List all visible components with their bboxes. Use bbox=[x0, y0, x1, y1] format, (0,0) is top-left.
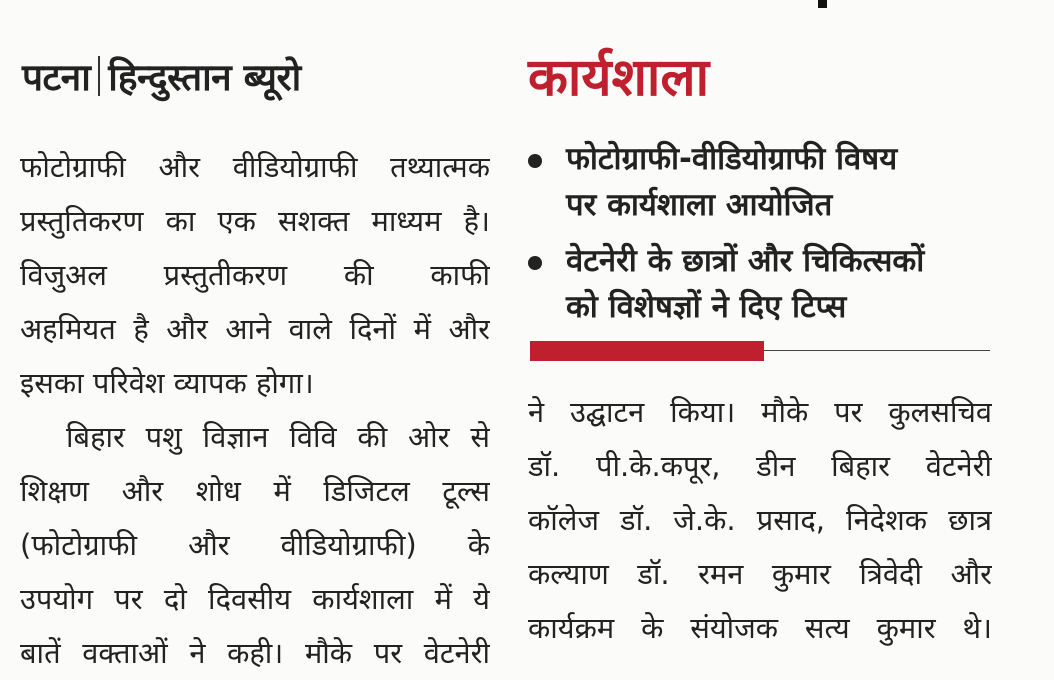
body-line: (फोटोग्राफी और वीडियोग्राफी) के bbox=[20, 528, 490, 562]
highlights-list bbox=[528, 136, 998, 340]
highlight-line: पर कार्यशाला आयोजित bbox=[566, 187, 833, 223]
dateline-bureau: हिन्दुस्तान ब्यूरो bbox=[108, 56, 301, 99]
body-line: ने उद्घाटन किया। मौके पर कुलसचिव bbox=[528, 395, 992, 429]
body-line: इसका परिवेश व्यापक होगा। bbox=[20, 366, 314, 400]
article-left-column bbox=[20, 140, 490, 680]
body-line: बिहार पशु विज्ञान विवि की ओर से bbox=[66, 420, 490, 454]
body-line: विजुअल प्रस्तुतीकरण की काफी bbox=[20, 258, 490, 292]
body-line: कार्यक्रम के संयोजक सत्य कुमार थे। bbox=[528, 611, 992, 645]
body-line: अहमियत है और आने वाले दिनों में और bbox=[20, 312, 490, 346]
bullet-dot-icon bbox=[528, 256, 542, 270]
dateline bbox=[22, 50, 301, 101]
body-line: कल्याण डॉ. रमन कुमार त्रिवेदी और bbox=[528, 557, 992, 591]
bullet-dot-icon bbox=[528, 154, 542, 168]
body-line: कॉलेज डॉ. जे.के. प्रसाद, निदेशक छात्र bbox=[528, 503, 992, 537]
highlight-item bbox=[528, 136, 998, 228]
highlight-line: को विशेषज्ञों ने दिए टिप्स bbox=[566, 289, 847, 325]
body-line: डॉ. पी.के.कपूर, डीन बिहार वेटनेरी bbox=[528, 449, 992, 483]
top-rule-fragment bbox=[818, 0, 827, 8]
article-right-column bbox=[528, 385, 992, 655]
body-line: फोटोग्राफी और वीडियोग्राफी तथ्यात्मक bbox=[20, 150, 490, 184]
highlight-line: वेटनेरी के छात्रों और चिकित्सकों bbox=[566, 243, 925, 279]
body-line: उपयोग पर दो दिवसीय कार्यशाला में ये bbox=[20, 582, 490, 616]
dateline-separator bbox=[98, 56, 100, 96]
body-line: प्रस्तुतिकरण का एक सशक्त माध्यम है। bbox=[20, 204, 490, 238]
sidebar-title: कार्यशाला bbox=[528, 48, 710, 108]
dateline-place: पटना bbox=[22, 56, 91, 99]
body-line: बातें वक्ताओं ने कही। मौके पर वेटनेरी bbox=[20, 636, 490, 670]
section-divider-accent bbox=[530, 341, 764, 361]
highlight-item bbox=[528, 238, 998, 330]
highlight-line: फोटोग्राफी-वीडियोग्राफी विषय bbox=[566, 141, 898, 177]
body-line: शिक्षण और शोध में डिजिटल टूल्स bbox=[20, 474, 490, 508]
